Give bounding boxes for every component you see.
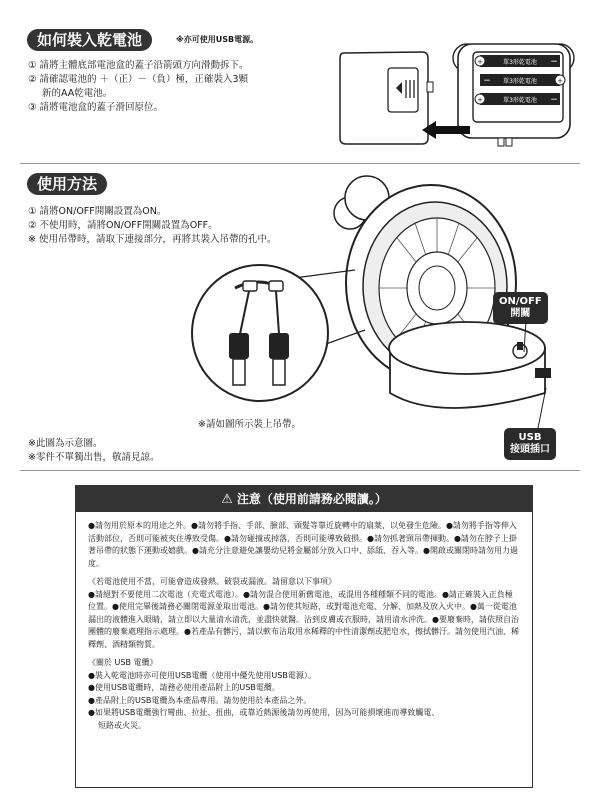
usb-caution-item: ●如果將USB電纜強行彎曲、拉扯、扭曲，或靠近熱源後請勿再使用，因為可能損壞進而導致觸電、 [88, 708, 440, 717]
svg-text:+: + [557, 77, 563, 85]
warning-icon: ⚠ [221, 492, 233, 507]
svg-text:−: − [550, 95, 558, 105]
svg-text:+: + [477, 96, 483, 104]
footnotes [28, 437, 159, 465]
footnote: ※此圖為示意圖。 [28, 438, 103, 449]
caution-title: 注意（使用前請務必閱讀。） [236, 492, 387, 506]
battery-step: ② 請確認電池的 ＋（正）－（負）極，正確裝入3顆 [28, 74, 249, 85]
usage-step: ① 請將ON/OFF開關設置為ON。 [28, 206, 167, 217]
usb-label-line1: USB [518, 432, 542, 443]
usb-caution-item: 短路或火災。 [98, 720, 146, 730]
strap-caption: ※請如圖所示裝上吊帶。 [198, 419, 301, 430]
battery-label: 單3形乾電池 [503, 97, 537, 104]
battery-step: ③ 請將電池盒的蓋子滑回原位。 [28, 102, 164, 113]
battery-label: 單3形乾電池 [503, 78, 537, 85]
battery-label: 單3形乾電池 [503, 59, 537, 66]
strap-detail-magnifier [192, 265, 365, 401]
caution-header [76, 486, 532, 512]
section-title-usage: 使用方法 [27, 173, 107, 195]
onoff-label-line1: ON/OFF [499, 296, 542, 307]
battery-step: ① 請將主體底部電池盒的蓋子沿箭頭方向滑動拆下。 [28, 60, 249, 71]
battery-caution-header: 《若電池使用不當，可能會造成發熱、破裂或漏液。請留意以下事項》 [88, 577, 336, 586]
svg-text:+: + [477, 58, 483, 66]
divider [20, 163, 580, 164]
svg-text:−: − [550, 57, 558, 67]
fan-base-illustration [453, 44, 574, 146]
battery-cover-illustration [340, 52, 433, 144]
caution-general-text: ●請勿用於原本的用途之外。●請勿將手指、手部、臉部、頭髮等靠近旋轉中的扇葉，以免發生危險。●請勿將手指等伸入活動部位，否則可能被夾住導致受傷。●請勿碰撞或掉落，否則可能導致破損。●請勿抓著頸吊帶揮動。●請勿在脖子上掛著吊帶的狀態下運動或嬉戲。●請充分注意避免讓嬰幼兒將金屬部分放入口中、舔舐、吞入等。●開啟或關閉時請勿用力過度。 [88, 521, 518, 568]
usb-label-line2: 接頭插口 [510, 444, 550, 455]
footnote: ※零件不單獨出售，敬請見諒。 [28, 452, 160, 463]
caution-box [75, 485, 533, 788]
usb-caution-header: 《關於 USB 電纜》 [88, 658, 158, 667]
section-title-battery: 如何裝入乾電池 [27, 29, 152, 51]
svg-text:−: − [483, 76, 491, 86]
battery-step: 新的AA乾電池。 [42, 88, 113, 99]
onoff-label-line2: 開關 [510, 308, 531, 319]
usb-power-note: ※亦可使用USB電源。 [176, 35, 259, 44]
battery-compartment-illustration [330, 28, 575, 153]
usb-caution-item: ●產品附上的USB電纜為本產品專用。請勿使用於本產品之外。 [88, 695, 312, 705]
caution-body [88, 520, 520, 732]
usage-step: ※ 使用吊帶時，請取下連接部分，再將其裝入吊帶的孔中。 [28, 234, 277, 245]
usb-port-label [504, 428, 556, 460]
battery-steps [28, 59, 249, 115]
usage-step: ② 不使用時，請將ON/OFF開關設置為OFF。 [28, 220, 218, 231]
usb-caution-item: ●使用USB電纜時，請務必使用產品附上的USB電纜。 [88, 683, 280, 692]
label-leader-lines [510, 318, 570, 430]
usb-caution-item: ●裝入乾電池時亦可使用USB電纜（使用中優先使用USB電源）。 [88, 670, 316, 680]
divider [20, 470, 580, 471]
battery-caution-text: ●請絕對不要使用二次電池（充電式電池）。●請勿混合使用新舊電池，或混用各種種類不同的電池。●請正確裝入正負極位置。●使用完畢後請務必關閉電源並取出電池。●請勿使其短路，或對電池充電、分解、加熱及放入火中。●萬一從電池漏出的液體進入眼睛，請立即以大量清水清洗，並盡快就醫。沾到皮膚或衣服時，請用清水沖洗。●要廢棄時，請依照自治團體的廢棄處理指示處理。●若產品有髒污，請以軟布沾取用水稀釋的中性清潔劑或肥皂水，擦拭髒汙。請勿使用汽油、稀釋劑、酒精類物質。 [88, 589, 519, 649]
